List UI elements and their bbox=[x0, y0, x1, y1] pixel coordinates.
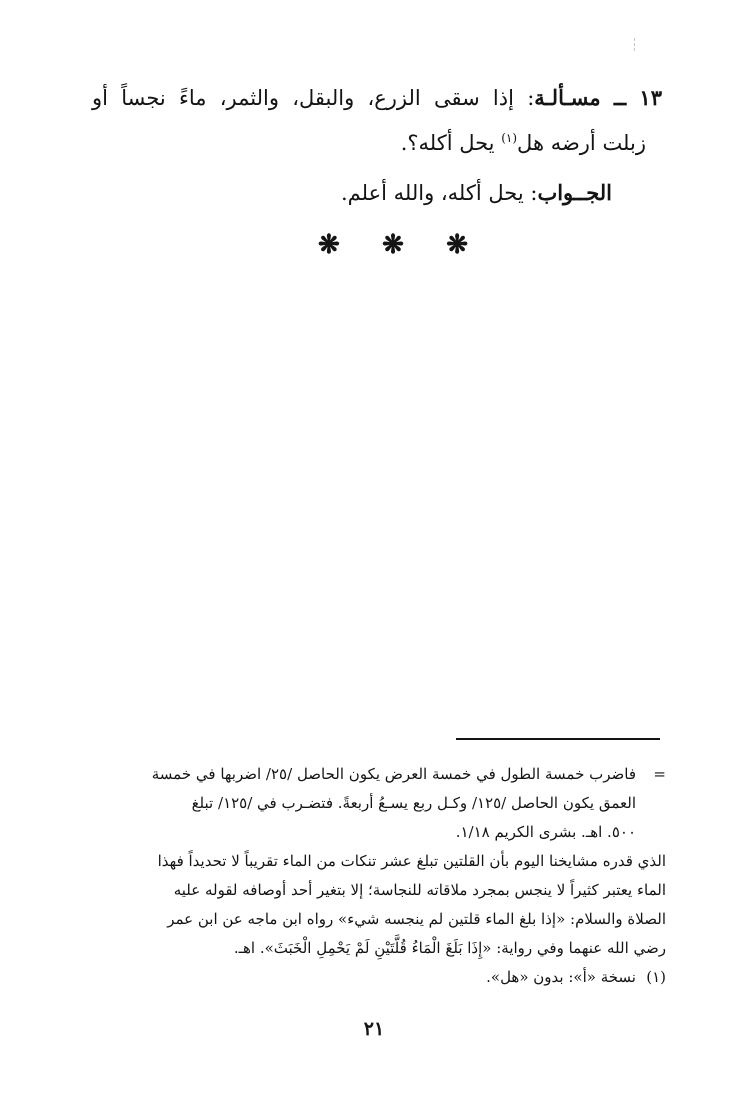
footnote-1-text: نسخة «أ»: بدون «هل». bbox=[486, 968, 636, 986]
section-separator bbox=[318, 232, 468, 258]
separator-star: ❋ bbox=[446, 230, 468, 260]
footnote-line: رضي الله عنهما وفي رواية: «إِذَا بَلَغَ الْمَاءُ قُلَّتَيْنِ لَمْ يَحْمِلِ الْخَبَثَ». اهـ. bbox=[233, 939, 666, 957]
footnote-line: الماء يعتبر كثيراً لا ينجس بمجرد ملاقاته للنجاسة؛ إلا بتغير أحد أوصافه لقوله عليه bbox=[173, 881, 666, 899]
main-text bbox=[92, 82, 662, 209]
separator-star: ❋ bbox=[382, 230, 404, 260]
continuation-mark: = bbox=[653, 765, 666, 783]
footnotes bbox=[104, 760, 666, 992]
question-text-2b: يحل أكله؟. bbox=[400, 131, 495, 155]
question-label: مسـألـة bbox=[534, 85, 601, 110]
footnote-continuation bbox=[104, 760, 666, 847]
question-text-1: : إذا سقى الزرع، والبقل، والثمر، ماءً نجساً أو bbox=[92, 86, 535, 110]
answer-label: الجــواب bbox=[537, 180, 612, 205]
footnote-line: فاضرب خمسة الطول في خمسة العرض يكون الحاصل /٢٥/ اضربها في خمسة bbox=[151, 765, 636, 783]
answer-text: : يحل أكله، والله أعلم. bbox=[340, 181, 538, 205]
scan-mark bbox=[630, 38, 640, 50]
footnote-rule bbox=[456, 738, 660, 740]
separator-star: ❋ bbox=[318, 230, 340, 260]
page-number: ٢١ bbox=[363, 1018, 385, 1040]
answer-line bbox=[92, 177, 612, 209]
footnote-ref: (١) bbox=[501, 131, 518, 145]
footnote-line: الذي قدره مشايخنا اليوم بأن القلتين تبلغ عشر تنكات من الماء تقريباً لا تحديداً فهذا bbox=[157, 852, 666, 870]
question-number: ١٣ bbox=[639, 85, 662, 110]
footnote-line: الصلاة والسلام: «إذا بلغ الماء قلتين لم ينجسه شيء» رواه ابن ماجه عن ابن عمر bbox=[167, 910, 666, 928]
question-dash: ــ bbox=[613, 85, 627, 110]
question-line-1 bbox=[92, 82, 662, 114]
footnote-line: ٥٠٠. اهـ. بشرى الكريم ١/١٨. bbox=[455, 823, 636, 841]
footnote-line: العمق يكون الحاصل /١٢٥/ وكـل ربع يسـعُ أربعةً. فتضـرب في /١٢٥/ تبلغ bbox=[191, 794, 636, 812]
footnote-paragraph bbox=[104, 847, 666, 963]
question-line-2 bbox=[92, 122, 646, 159]
footnote-1-mark: (١) bbox=[646, 968, 666, 986]
footnote-1 bbox=[104, 963, 666, 992]
question-text-2a: زبلت أرضه هل bbox=[517, 131, 646, 155]
